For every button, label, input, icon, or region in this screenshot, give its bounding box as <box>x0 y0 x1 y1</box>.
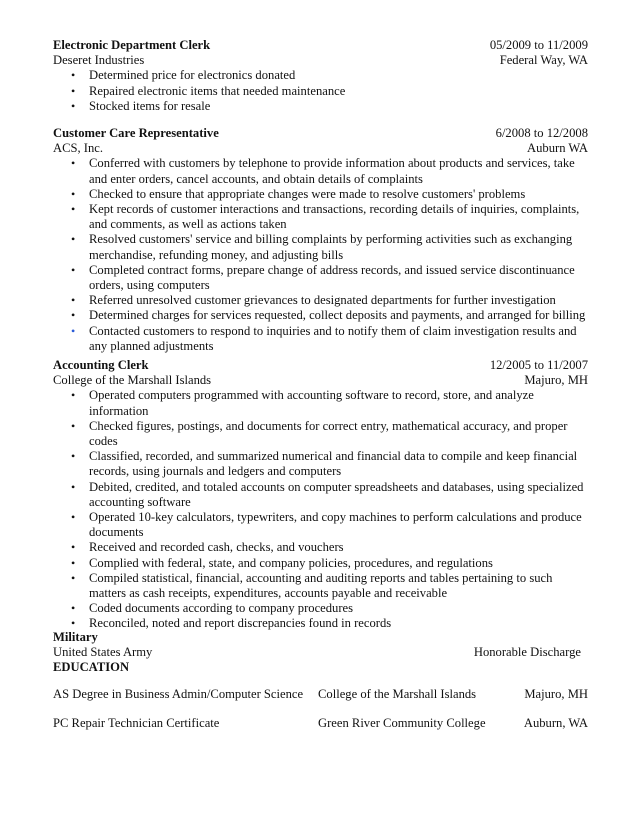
job-title: Customer Care Representative <box>53 126 219 140</box>
duty-item: • Determined price for electronics donated <box>53 68 588 83</box>
duty-item: • Contacted customers to respond to inquiries and to notify them of claim investigation results and any planned adjustments <box>53 324 588 354</box>
education-section <box>53 687 588 703</box>
duty-item: • Complied with federal, state, and company policies, procedures, and regulations <box>53 556 588 571</box>
education-location: Majuro, MH <box>524 687 588 701</box>
job-dates: 05/2009 to 11/2009 <box>489 38 588 52</box>
military-row <box>53 645 581 660</box>
duty-item: • Kept records of customer interactions and transactions, recording details of inquiries, complaints, and comments, as well as actions taken <box>53 202 588 232</box>
job-location: Majuro, MH <box>524 373 588 388</box>
job-duties <box>53 68 588 114</box>
education-school: College of the Marshall Islands <box>318 687 477 701</box>
education-heading: EDUCATION <box>53 660 130 675</box>
military-heading: Military <box>53 630 98 644</box>
education-section-2 <box>53 716 588 732</box>
job-header <box>53 358 588 373</box>
job-employer: Deseret Industries <box>53 53 145 68</box>
job-location: Federal Way, WA <box>499 53 588 68</box>
duty-item: • Operated 10-key calculators, typewriters, and copy machines to perform calculations and produce documents <box>53 510 588 540</box>
duty-item: • Resolved customers' service and billing complaints by performing activities such as exchanging merchandise, refunding money, and adjusting bills <box>53 232 588 262</box>
duty-item: • Determined charges for services requested, collect deposits and payments, and arranged for billing <box>53 308 588 323</box>
duty-item: • Checked figures, postings, and documents for correct entry, mathematical accuracy, and proper codes <box>53 419 588 449</box>
duty-item: • Coded documents according to company procedures <box>53 601 588 616</box>
job-header <box>53 38 588 53</box>
job-accounting-clerk <box>53 358 588 632</box>
duty-item: • Reconciled, noted and report discrepancies found in records <box>53 616 588 631</box>
job-employer: College of the Marshall Islands <box>53 373 212 388</box>
job-title: Electronic Department Clerk <box>53 38 211 52</box>
education-degree: PC Repair Technician Certificate <box>53 716 220 730</box>
job-duties <box>53 156 588 354</box>
duty-item: • Completed contract forms, prepare change of address records, and issued service discontinuance orders, using computers <box>53 263 588 293</box>
job-dates: 6/2008 to 12/2008 <box>495 126 588 140</box>
duty-item: • Received and recorded cash, checks, and vouchers <box>53 540 588 555</box>
job-electronic-department-clerk <box>53 38 588 114</box>
education-degree: AS Degree in Business Admin/Computer Science <box>53 687 304 701</box>
duty-item: • Stocked items for resale <box>53 99 588 114</box>
education-location: Auburn, WA <box>523 716 588 730</box>
duty-item: • Compiled statistical, financial, accounting and auditing reports and tables pertaining to such matters as cash receipts, expenditures, accounts payable and receivable <box>53 571 588 601</box>
duty-item: • Debited, credited, and totaled accounts on computer spreadsheets and databases, using specialized accounting software <box>53 480 588 510</box>
job-employer-row <box>53 373 588 388</box>
duty-item: • Operated computers programmed with accounting software to record, store, and analyze information <box>53 388 588 418</box>
job-location: Auburn WA <box>527 141 588 156</box>
job-dates: 12/2005 to 11/2007 <box>489 358 588 372</box>
job-duties <box>53 388 588 631</box>
job-customer-care-representative <box>53 126 588 354</box>
duty-item: • Conferred with customers by telephone to provide information about products and services, take and enter orders, cancel accounts, and obtain details of complaints <box>53 156 588 186</box>
job-title: Accounting Clerk <box>53 358 149 372</box>
duty-item: • Checked to ensure that appropriate changes were made to resolve customers' problems <box>53 187 588 202</box>
military-branch: United States Army <box>53 645 153 660</box>
military-section <box>53 630 581 676</box>
duty-item: • Repaired electronic items that needed maintenance <box>53 84 588 99</box>
duty-item: • Classified, recorded, and summarized numerical and financial data to compile and keep financial records, using journals and ledgers and computers <box>53 449 588 479</box>
duty-item: • Referred unresolved customer grievances to designated departments for further investigation <box>53 293 588 308</box>
education-entry <box>53 716 588 732</box>
military-discharge: Honorable Discharge <box>473 645 581 660</box>
job-header <box>53 126 588 141</box>
education-entry <box>53 687 588 703</box>
job-employer: ACS, Inc. <box>53 141 104 156</box>
job-employer-row <box>53 53 588 68</box>
job-employer-row <box>53 141 588 156</box>
education-school: Green River Community College <box>318 716 486 730</box>
